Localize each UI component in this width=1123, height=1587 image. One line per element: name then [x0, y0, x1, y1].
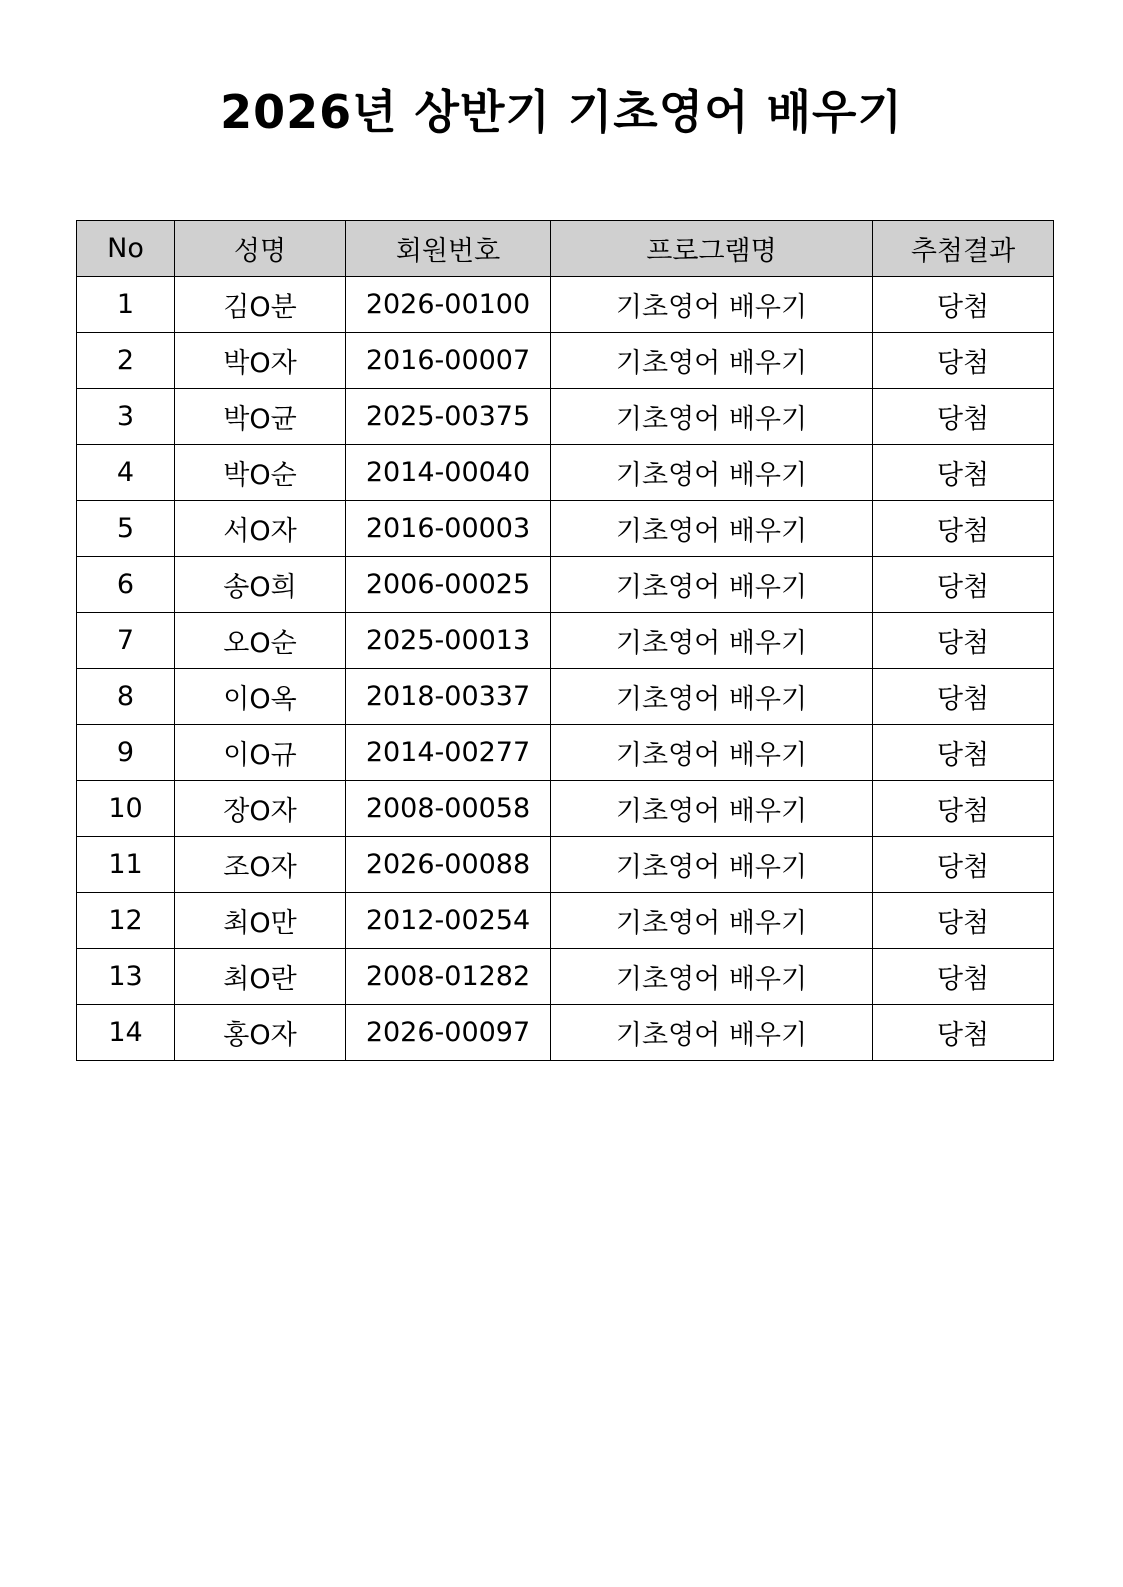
cell-program-name: 기초영어 배우기	[551, 725, 873, 781]
cell-member-number: 2012-00254	[346, 893, 551, 949]
cell-name: 박O균	[175, 389, 346, 445]
cell-member-number: 2008-01282	[346, 949, 551, 1005]
table-header	[77, 221, 1054, 277]
cell-no: 7	[77, 613, 175, 669]
cell-member-number: 2026-00100	[346, 277, 551, 333]
cell-program-name: 기초영어 배우기	[551, 781, 873, 837]
table-row	[77, 725, 1054, 781]
cell-program-name: 기초영어 배우기	[551, 1005, 873, 1061]
cell-member-number: 2006-00025	[346, 557, 551, 613]
table-row	[77, 277, 1054, 333]
cell-result: 당첨	[873, 333, 1054, 389]
cell-no: 14	[77, 1005, 175, 1061]
table-body	[77, 277, 1054, 1061]
cell-member-number: 2014-00040	[346, 445, 551, 501]
cell-no: 1	[77, 277, 175, 333]
cell-no: 9	[77, 725, 175, 781]
table-row	[77, 333, 1054, 389]
cell-member-number: 2016-00007	[346, 333, 551, 389]
cell-program-name: 기초영어 배우기	[551, 669, 873, 725]
table-row	[77, 613, 1054, 669]
header-result: 추첨결과	[873, 221, 1054, 277]
cell-name: 박O순	[175, 445, 346, 501]
cell-result: 당첨	[873, 725, 1054, 781]
cell-name: 송O희	[175, 557, 346, 613]
table-row	[77, 669, 1054, 725]
table-row	[77, 445, 1054, 501]
cell-program-name: 기초영어 배우기	[551, 893, 873, 949]
cell-program-name: 기초영어 배우기	[551, 557, 873, 613]
table-row	[77, 837, 1054, 893]
table-row	[77, 781, 1054, 837]
cell-name: 최O만	[175, 893, 346, 949]
cell-result: 당첨	[873, 837, 1054, 893]
cell-program-name: 기초영어 배우기	[551, 949, 873, 1005]
cell-program-name: 기초영어 배우기	[551, 333, 873, 389]
table-header-row	[77, 221, 1054, 277]
cell-no: 2	[77, 333, 175, 389]
cell-name: 최O란	[175, 949, 346, 1005]
cell-program-name: 기초영어 배우기	[551, 277, 873, 333]
table-row	[77, 501, 1054, 557]
header-program-name: 프로그램명	[551, 221, 873, 277]
cell-name: 장O자	[175, 781, 346, 837]
cell-no: 8	[77, 669, 175, 725]
cell-member-number: 2016-00003	[346, 501, 551, 557]
cell-name: 김O분	[175, 277, 346, 333]
cell-no: 12	[77, 893, 175, 949]
cell-program-name: 기초영어 배우기	[551, 501, 873, 557]
cell-result: 당첨	[873, 1005, 1054, 1061]
cell-name: 오O순	[175, 613, 346, 669]
header-no: No	[77, 221, 175, 277]
table-row	[77, 557, 1054, 613]
cell-result: 당첨	[873, 949, 1054, 1005]
cell-name: 홍O자	[175, 1005, 346, 1061]
cell-member-number: 2026-00097	[346, 1005, 551, 1061]
cell-result: 당첨	[873, 781, 1054, 837]
table-row	[77, 1005, 1054, 1061]
cell-program-name: 기초영어 배우기	[551, 613, 873, 669]
cell-name: 조O자	[175, 837, 346, 893]
cell-member-number: 2008-00058	[346, 781, 551, 837]
cell-no: 4	[77, 445, 175, 501]
cell-no: 10	[77, 781, 175, 837]
cell-no: 6	[77, 557, 175, 613]
cell-result: 당첨	[873, 389, 1054, 445]
cell-name: 서O자	[175, 501, 346, 557]
cell-no: 5	[77, 501, 175, 557]
cell-program-name: 기초영어 배우기	[551, 445, 873, 501]
cell-member-number: 2026-00088	[346, 837, 551, 893]
cell-member-number: 2018-00337	[346, 669, 551, 725]
cell-result: 당첨	[873, 445, 1054, 501]
cell-result: 당첨	[873, 501, 1054, 557]
cell-name: 이O규	[175, 725, 346, 781]
table-row	[77, 893, 1054, 949]
lottery-result-table	[76, 220, 1054, 1061]
cell-result: 당첨	[873, 277, 1054, 333]
cell-member-number: 2025-00375	[346, 389, 551, 445]
header-member-number: 회원번호	[346, 221, 551, 277]
cell-no: 3	[77, 389, 175, 445]
cell-result: 당첨	[873, 893, 1054, 949]
table-row	[77, 949, 1054, 1005]
cell-name: 박O자	[175, 333, 346, 389]
cell-member-number: 2025-00013	[346, 613, 551, 669]
cell-program-name: 기초영어 배우기	[551, 837, 873, 893]
page-title: 2026년 상반기 기초영어 배우기	[220, 85, 903, 139]
cell-result: 당첨	[873, 669, 1054, 725]
cell-member-number: 2014-00277	[346, 725, 551, 781]
cell-no: 11	[77, 837, 175, 893]
cell-name: 이O옥	[175, 669, 346, 725]
cell-result: 당첨	[873, 613, 1054, 669]
cell-program-name: 기초영어 배우기	[551, 389, 873, 445]
cell-no: 13	[77, 949, 175, 1005]
header-name: 성명	[175, 221, 346, 277]
cell-result: 당첨	[873, 557, 1054, 613]
table-row	[77, 389, 1054, 445]
